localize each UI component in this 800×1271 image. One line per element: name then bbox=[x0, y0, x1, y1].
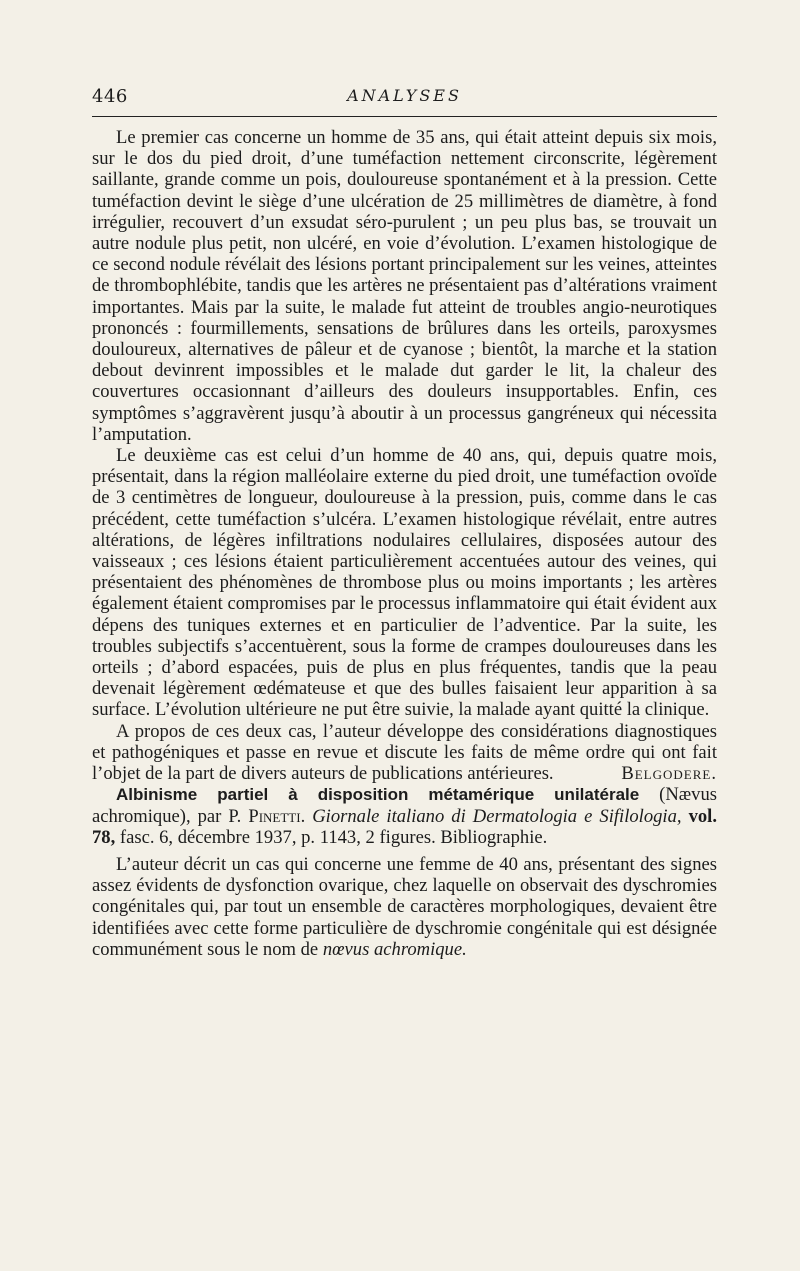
reviewer-signature: Belgodere. bbox=[621, 763, 717, 785]
conclusion-text: A propos de ces deux cas, l’auteur développe des considérations diagnostiques et pathogéniques et passe en revue et discute les faits de même ordre qui ont fait l’objet de la part de divers auteurs de publications antérieures. bbox=[92, 720, 717, 785]
paragraph-conclusion bbox=[92, 721, 717, 785]
article-journal: Giornale italiano di Dermatologia e Sifilologia, bbox=[312, 805, 682, 827]
abstract-text: L’auteur décrit un cas qui concerne une femme de 40 ans, présentant des signes assez évidents de dysfonction ovarique, chez laquelle on observait des dyschromies congénitales qui, par tout un ensemble de caractères morphologiques, devaient être identifiées avec cette forme particulière de dyschromie congénitale qui est désignée communément sous le nom de bbox=[92, 853, 717, 960]
article-title: Albinisme partiel à disposition métamérique unilatérale bbox=[116, 785, 640, 805]
article-details: fasc. 6, décembre 1937, p. 1143, 2 figures. Bibliographie. bbox=[119, 826, 548, 848]
article-abstract bbox=[92, 854, 717, 960]
body-text bbox=[92, 127, 717, 960]
article-volume: vol. 78, bbox=[92, 805, 717, 848]
abstract-emphasis: nœvus achromique. bbox=[322, 938, 467, 960]
article-heading bbox=[92, 784, 717, 848]
header-rule bbox=[92, 116, 717, 117]
article-author: P. Pinetti. bbox=[228, 805, 306, 827]
paragraph-second-case: Le deuxième cas est celui d’un homme de 40 ans, qui, depuis quatre mois, présentait, dans la région malléolaire externe du pied droit, une tuméfaction ovoïde de 3 centimètres de longueur, douloureuse à la pression, puis, comme dans le cas précédent, cette tuméfaction s’ulcéra. L’examen histologique révélait, entre autres altérations, de légères infiltrations nodulaires cellulaires, disposées autour des vaisseaux ; ces lésions étaient particulièrement accentuées autour des veines, qui présentaient des phénomènes de thrombose plus ou moins importants ; les artères également étaient compromises par le processus inflammatoire qui était évident aux dépens des tuniques externes et en particulier de l’adventice. Par la suite, les troubles subjectifs s’accentuèrent, sous la forme de crampes douloureuses dans les orteils ; d’abord espacées, puis de plus en plus fréquentes, tandis que la peau devenait légèrement œdémateuse et que des bulles faisaient leur apparition à sa surface. L’évolution ultérieure ne put être suivie, la malade ayant quitté la clinique. bbox=[92, 445, 717, 721]
running-title: ANALYSES bbox=[347, 86, 462, 105]
page-header bbox=[92, 86, 717, 112]
article-subtitle: (Nævus achromique), par bbox=[92, 784, 717, 827]
page-number: 446 bbox=[92, 86, 128, 107]
paragraph-first-case: Le premier cas concerne un homme de 35 ans, qui était atteint depuis six mois, sur le dos du pied droit, d’une tuméfaction nettement circonscrite, légèrement saillante, grande comme un pois, douloureuse spontanément et à la pression. Cette tuméfaction devint le siège d’une ulcération de 25 millimètres de diamètre, à fond irrégulier, recouvert d’un exsudat séro-purulent ; un peu plus bas, se trouvait un autre nodule plus petit, non ulcéré, en voie d’évolution. L’examen histologique de ce second nodule révélait des lésions portant principalement sur les veines, atteintes de thrombophlébite, tandis que les artères ne présentaient pas d’altérations vraiment importantes. Mais par la suite, le malade fut atteint de troubles angio-neurotiques prononcés : fourmillements, sensations de brûlures dans les orteils, paroxysmes douloureux, alternatives de pâleur et de cyanose ; bientôt, la marche et la station debout devinrent impossibles et le malade dut garder le lit, la chaleur des couvertures occasionnant d’ailleurs des douleurs insupportables. Enfin, ces symptômes s’aggravèrent jusqu’à aboutir à un processus gangréneux qui nécessita l’amputation. bbox=[92, 127, 717, 445]
